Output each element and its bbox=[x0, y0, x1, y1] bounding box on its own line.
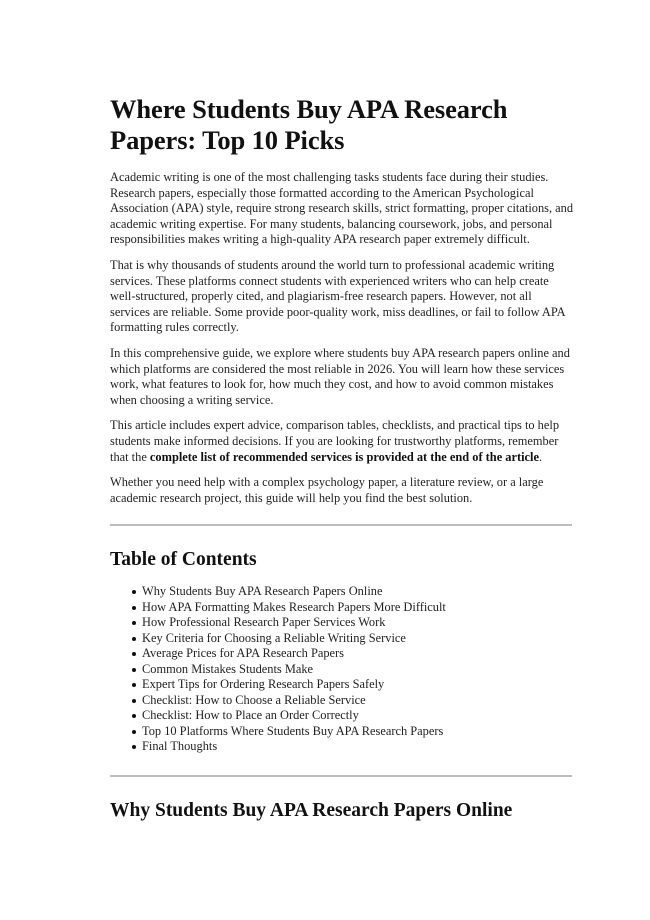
document-page bbox=[110, 94, 574, 823]
toc-item[interactable] bbox=[132, 631, 574, 647]
bullet-icon bbox=[132, 699, 136, 703]
bullet-icon bbox=[132, 714, 136, 718]
toc-item[interactable] bbox=[132, 724, 574, 740]
bullet-icon bbox=[132, 668, 136, 672]
toc-item[interactable] bbox=[132, 615, 574, 631]
horizontal-divider bbox=[110, 524, 572, 526]
toc-heading: Table of Contents bbox=[110, 549, 257, 571]
intro-paragraph-5: Whether you need help with a complex psychology paper, a literature review, or a large academic research project, this guide will help you find the best solution. bbox=[110, 475, 544, 505]
bullet-icon bbox=[132, 637, 136, 641]
toc-item-label: Common Mistakes Students Make bbox=[142, 661, 314, 676]
intro-paragraph-3: In this comprehensive guide, we explore where students buy APA research papers online and which platforms are considered the most reliable in 2026. You will learn how these services work, what features to look for, how much they cost, and how to avoid common mistakes when choosing a writing service. bbox=[110, 345, 570, 407]
page-title: Where Students Buy APA Research Papers: Top 10 Picks bbox=[110, 94, 508, 155]
toc-item[interactable] bbox=[132, 708, 574, 724]
toc-item-label: Why Students Buy APA Research Papers Online bbox=[142, 584, 383, 599]
toc-item-label: Checklist: How to Place an Order Correctly bbox=[142, 708, 359, 723]
horizontal-divider bbox=[110, 775, 572, 777]
toc-item[interactable] bbox=[132, 584, 574, 600]
bullet-icon bbox=[132, 745, 136, 749]
toc-item[interactable] bbox=[132, 600, 574, 616]
paragraph-text-end: . bbox=[539, 449, 543, 464]
toc-item-label: Top 10 Platforms Where Students Buy APA Research Papers bbox=[142, 723, 444, 738]
toc-item-label: Average Prices for APA Research Papers bbox=[142, 646, 344, 661]
toc-item-label: Expert Tips for Ordering Research Papers Safely bbox=[142, 677, 385, 692]
bullet-icon bbox=[132, 683, 136, 687]
intro-paragraph-2: That is why thousands of students around the world turn to professional academic writing services. These platforms connect students with experienced writers who can help create well-structured, properly cited, and plagiarism-free research papers. However, not all services are reliable. Some provide poor-quality work, miss deadlines, or fail to follow APA formatting rules correctly. bbox=[110, 257, 565, 335]
paragraph-text: This article includes expert advice, comparison tables, checklists, and practical tips to help students make informed decisions. If you are looking for trustworthy platforms, remember that the bbox=[110, 418, 560, 464]
table-of-contents bbox=[110, 584, 574, 755]
bold-emphasis: complete list of recommended services is provided at the end of the article bbox=[149, 449, 539, 464]
toc-item-label: Key Criteria for Choosing a Reliable Writing Service bbox=[142, 630, 406, 645]
toc-item[interactable] bbox=[132, 739, 574, 755]
bullet-icon bbox=[132, 730, 136, 734]
toc-item[interactable] bbox=[132, 693, 574, 709]
bullet-icon bbox=[132, 621, 136, 625]
intro-paragraph-1: Academic writing is one of the most challenging tasks students face during their studies. Research papers, especially those formatted according to the American Psychological Association (APA) style, require strong research skills, strict formatting, proper citations, and academic writing expertise. For many students, balancing coursework, jobs, and personal responsibilities makes writing a high-quality APA research paper extremely difficult. bbox=[110, 170, 574, 247]
intro-paragraph-4 bbox=[110, 418, 574, 465]
toc-item-label: Checklist: How to Choose a Reliable Service bbox=[142, 692, 366, 707]
toc-item-label: Final Thoughts bbox=[142, 739, 218, 754]
toc-item[interactable] bbox=[132, 662, 574, 678]
bullet-icon bbox=[132, 652, 136, 656]
toc-item[interactable] bbox=[132, 677, 574, 693]
bullet-icon bbox=[132, 606, 136, 610]
toc-item-label: How Professional Research Paper Services Work bbox=[142, 615, 386, 630]
section-heading: Why Students Buy APA Research Papers Online bbox=[110, 799, 513, 821]
toc-item-label: How APA Formatting Makes Research Papers More Difficult bbox=[142, 599, 446, 614]
toc-item[interactable] bbox=[132, 646, 574, 662]
bullet-icon bbox=[132, 590, 136, 594]
